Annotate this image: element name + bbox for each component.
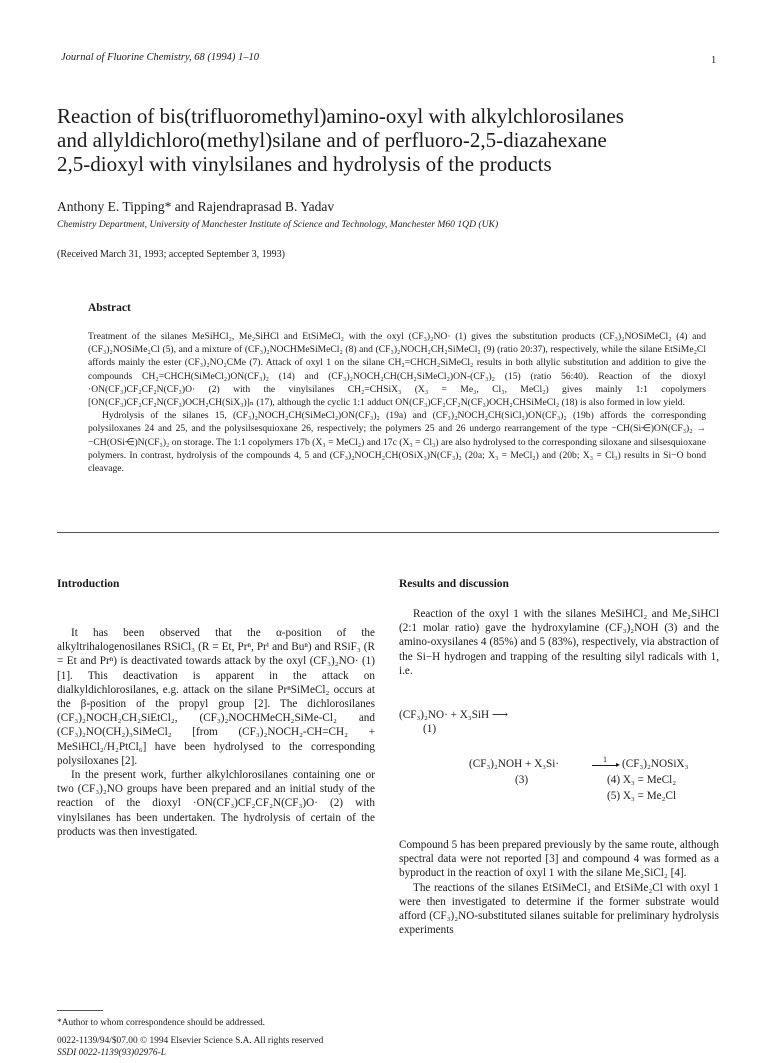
title-line: and allyldichloro(methyl)silane and of perfluoro-2,5-diazahexane bbox=[57, 128, 607, 152]
abstract-paragraph: Hydrolysis of the silanes 15, (CF₃)₂NOCH₂CH(SiMeCl₂)ON(CF₃)₂ (19a) and (CF₃)₂NOCH₂CH(SiCl₃)ON(CF₃)₂ (19b) affords the corresponding polysiloxanes 24 and 25, and the polysilsesquioxane 26, respectively; the polymers 25 and 26 undergo rearrangement of the type −CH(Si⋲)ON(CF₃)₂ → −CH(OSi⋲)N(CF₃)₂ on storage. The 1:1 copolymers 17b (X₃ = MeCl₂) and 17c (X₃ = Cl₃) are also hydrolysed to the corresponding siloxane and silsesquioxane polymers. In contrast, hydrolysis of the compounds 4, 5 and (CF₃)₂NOCH₂CH(OSiX₃)N(CF₃)₂ (20a; X₃ = MeCl₂) and (20b; X₃ = Cl₃) results in Si−O bond cleavage. bbox=[88, 410, 706, 475]
scheme-intermediate: (CF₃)₂NOH + X₃Si· bbox=[469, 758, 560, 770]
body-paragraph: Compound 5 has been prepared previously by the same route, although spectral data were not reported [3] and compound 4 was formed as a byproduct in the reaction of oxyl 1 with the silane Me₂SiCl₂ [4]. bbox=[399, 839, 719, 880]
introduction-heading: Introduction bbox=[57, 578, 120, 590]
footnote-divider bbox=[57, 1010, 103, 1011]
arrow-label: 1 bbox=[603, 755, 607, 764]
abstract-paragraph: Treatment of the silanes MeSiHCl₂, Me₂SiHCl and EtSiMeCl₂ with the oxyl (CF₃)₂NO· (1) gives the substitution products (CF₃)₂NOSiMeCl₂ (4) and (CF₃)₂NOSiMe₂Cl (5), and a mixture of (CF₃)₂NOCHMeSiMeCl₂ (8) and (CF₃)₂NOCH₂CH₂SiMeCl₂ (9) (ratio 20:37), respectively, while the silane EtSiMe₂Cl affords mainly the ester (CF₃)₂NO₂CMe (7). Attack of oxyl 1 on the silane CH₂=CHCH₂SiMeCl₂ results in both allylic substitution and addition to give the compounds CH₂=CHCH(SiMeCl₂)ON(CF₃)₂ (14) and (CF₃)₂NOCH₂CH(CH₂SiMeCl₂)ON-(CF₃)₂ (15) (ratio 56:40). Reaction of the dioxyl ·ON(CF₃)CF₂CF₂N(CF₃)O· (2) with the vinylsilanes CH₂=CHSiX₃ (X₃ = Me₃, Cl₃, MeCl₂) gives mainly 1:1 copolymers [ON(CF₃)CF₂CF₂N(CF₃)OCH₂CH(SiX₃)]ₙ (17), although the cyclic 1:1 adduct ON(CF₃)CF₂CF₂N(CF₃)OCH₂CHSiMeCl₂ (18) is also formed in low yield. bbox=[88, 331, 706, 409]
article-title bbox=[57, 104, 717, 176]
scheme-reactants: (CF₃)₂NO· + X₃SiH ⟶ bbox=[399, 709, 508, 721]
section-divider bbox=[57, 532, 719, 533]
abstract-heading: Abstract bbox=[88, 302, 131, 314]
body-paragraph: It has been observed that the α-position of the alkyltrihalogenosilanes RSiCl₃ (R = Et, Prⁿ, Prⁱ and Buⁿ) and RSiF₃ (R = Et and Prⁿ) is deactivated towards attack by the oxyl (CF₃)₂NO· (1) [1]. This deactivation is apparent in the attack on dialkyldichlorosilanes, e.g. attack on the silane PrⁿSiMeCl₂ occurs at the β-position of the propyl group [2]. The dichlorosilanes (CF₃)₂NOCH₂CH₂SiEtCl₂, (CF₃)₂NOCHMeCH₂SiMe-Cl₂ and (CF₃)₂NO(CH₂)₃SiMeCl₂ [from (CF₃)₂NOCH₂-CH=CH₂ + MeSiHCl₂/H₂PtCl₆] have been hydrolysed to the corresponding polysiloxanes [2]. bbox=[57, 627, 375, 767]
affiliation: Chemistry Department, University of Manchester Institute of Science and Technology, Manchester M60 1QD (UK) bbox=[57, 219, 499, 230]
page-number: 1 bbox=[711, 55, 717, 66]
authors: Anthony E. Tipping* and Rajendraprasad B. Yadav bbox=[57, 199, 335, 214]
scheme-product-5: (5) X₃ = Me₂Cl bbox=[607, 790, 677, 802]
body-paragraph: The reactions of the silanes EtSiMeCl₂ and EtSiMe₂Cl with oxyl 1 were then investigated to determine if the former substrate would afford (CF₃)₂NO-substituted silanes suitable for preliminary hydrolysis experiments bbox=[399, 881, 719, 937]
scheme-label-1: (1) bbox=[423, 723, 437, 735]
title-line: Reaction of bis(trifluoromethyl)amino-oxyl with alkylchlorosilanes bbox=[57, 104, 624, 128]
ssdi-line: SSDI 0022-1139(93)02976-L bbox=[57, 1048, 166, 1058]
reaction-scheme bbox=[399, 708, 719, 828]
title-line: 2,5-dioxyl with vinylsilanes and hydrolysis of the products bbox=[57, 152, 552, 176]
journal-citation: Journal of Fluorine Chemistry, 68 (1994) 1–10 bbox=[61, 52, 260, 63]
scheme-label-3: (3) bbox=[515, 774, 529, 786]
abstract-body bbox=[88, 330, 706, 475]
body-paragraph: In the present work, further alkylchlorosilanes containing one or two (CF₃)₂NO groups have been prepared and an initial study of the reaction of the dioxyl ·ON(CF₃)CF₂CF₂N(CF₃)O· (2) with vinylsilanes has been undertaken. The hydrolysis of certain of the products was then investigated. bbox=[57, 769, 375, 838]
results-body bbox=[399, 838, 719, 937]
results-intro bbox=[399, 607, 719, 678]
footnote: *Author to whom correspondence should be addressed. bbox=[57, 1018, 266, 1028]
scheme-product-4: (4) X₃ = MeCl₂ bbox=[607, 774, 677, 786]
copyright-line: 0022-1139/94/$07.00 © 1994 Elsevier Science S.A. All rights reserved bbox=[57, 1036, 324, 1046]
received-dates: (Received March 31, 1993; accepted September 3, 1993) bbox=[57, 249, 285, 260]
scheme-product: (CF₃)₂NOSiX₃ bbox=[622, 758, 689, 770]
introduction-body bbox=[57, 626, 375, 839]
results-heading: Results and discussion bbox=[399, 578, 509, 590]
scheme-arrow: 1 ▸ bbox=[592, 756, 618, 766]
body-paragraph: Reaction of the oxyl 1 with the silanes MeSiHCl₂ and Me₂SiHCl (2:1 molar ratio) gave the hydroxylamine (CF₃)₂NOH (3) and the amino-oxysilanes 4 (85%) and 5 (83%), respectively, via abstraction of the Si−H hydrogen and trapping of the resulting silyl radicals with 1, i.e. bbox=[399, 608, 719, 677]
